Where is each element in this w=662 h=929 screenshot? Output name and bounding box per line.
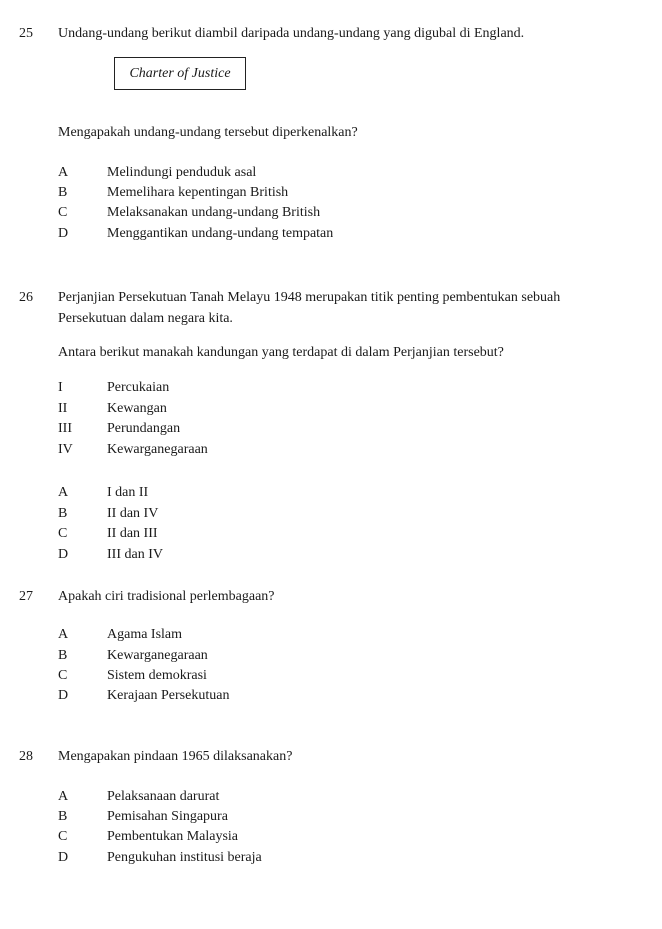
question-stem: Persekutuan dalam negara kita. [58, 311, 233, 326]
option-text[interactable]: Melaksanakan undang-undang British [107, 205, 321, 220]
option-letter[interactable]: D [58, 226, 69, 241]
option-text[interactable]: Pengukuhan institusi beraja [107, 850, 262, 865]
option-letter[interactable]: D [58, 850, 69, 865]
statement-text: Percukaian [107, 380, 170, 395]
option-text[interactable]: Pelaksanaan darurat [107, 789, 220, 804]
option-text[interactable]: Sistem demokrasi [107, 668, 207, 683]
option-text[interactable]: I dan II [107, 485, 149, 500]
statement-numeral: I [58, 380, 63, 395]
question-prompt: Antara berikut manakah kandungan yang terdapat di dalam Perjanjian tersebut? [58, 345, 504, 360]
option-text[interactable]: II dan IV [107, 506, 159, 521]
option-text[interactable]: Menggantikan undang-undang tempatan [107, 226, 334, 241]
question-stem: Perjanjian Persekutuan Tanah Melayu 1948 merupakan titik penting pembentukan sebuah [58, 290, 561, 305]
option-letter[interactable]: B [58, 185, 68, 200]
question-prompt: Mengapakah undang-undang tersebut diperkenalkan? [58, 125, 358, 140]
question-stem: Mengapakan pindaan 1965 dilaksanakan? [58, 749, 293, 764]
option-letter[interactable]: A [58, 165, 69, 180]
statement-text: Kewarganegaraan [107, 442, 208, 457]
question-number: 28 [19, 749, 33, 764]
question-stem: Undang-undang berikut diambil daripada undang-undang yang digubal di England. [58, 26, 525, 41]
option-letter[interactable]: D [58, 688, 69, 703]
question-number: 27 [19, 589, 33, 604]
statement-text: Perundangan [107, 421, 181, 436]
option-letter[interactable]: A [58, 485, 69, 500]
option-letter[interactable]: C [58, 668, 68, 683]
question-number: 26 [19, 290, 33, 305]
option-letter[interactable]: B [58, 648, 68, 663]
option-text[interactable]: III dan IV [107, 547, 163, 562]
option-letter[interactable]: C [58, 526, 68, 541]
option-text[interactable]: Melindungi penduduk asal [107, 165, 257, 180]
option-text[interactable]: Pemisahan Singapura [107, 809, 228, 824]
option-text[interactable]: Agama Islam [107, 627, 183, 642]
option-text[interactable]: Kewarganegaraan [107, 648, 208, 663]
option-letter[interactable]: A [58, 627, 69, 642]
option-letter[interactable]: B [58, 809, 68, 824]
option-text[interactable]: II dan III [107, 526, 158, 541]
option-text[interactable]: Kerajaan Persekutuan [107, 688, 230, 703]
statement-numeral: III [58, 421, 72, 436]
statement-text: Kewangan [107, 401, 167, 416]
source-box-text: Charter of Justice [129, 66, 231, 81]
source-box [114, 57, 246, 90]
option-letter[interactable]: C [58, 205, 68, 220]
option-letter[interactable]: A [58, 789, 69, 804]
option-letter[interactable]: B [58, 506, 68, 521]
question-stem: Apakah ciri tradisional perlembagaan? [58, 589, 275, 604]
option-letter[interactable]: C [58, 829, 68, 844]
option-text[interactable]: Pembentukan Malaysia [107, 829, 239, 844]
option-letter[interactable]: D [58, 547, 69, 562]
option-text[interactable]: Memelihara kepentingan British [107, 185, 289, 200]
statement-numeral: II [58, 401, 68, 416]
statement-numeral: IV [58, 442, 73, 457]
question-number: 25 [19, 26, 33, 41]
